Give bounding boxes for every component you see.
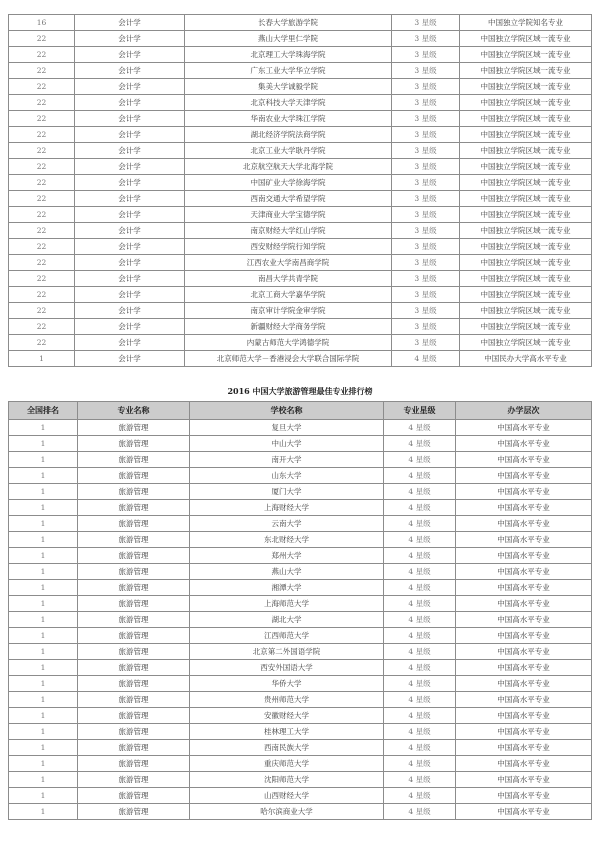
rank-cell: 22 bbox=[9, 159, 75, 175]
school-cell: 南开大学 bbox=[190, 452, 384, 468]
accounting-ranking-table-continued bbox=[8, 14, 592, 367]
star-cell: 4 星级 bbox=[384, 500, 456, 516]
rank-cell: 22 bbox=[9, 31, 75, 47]
star-cell: 4 星级 bbox=[384, 756, 456, 772]
major-cell: 旅游管理 bbox=[78, 676, 190, 692]
school-cell: 湖北大学 bbox=[190, 612, 384, 628]
star-cell: 4 星级 bbox=[384, 532, 456, 548]
school-cell: 西南民族大学 bbox=[190, 740, 384, 756]
major-cell: 旅游管理 bbox=[78, 644, 190, 660]
table-row bbox=[9, 628, 592, 644]
rank-cell: 1 bbox=[9, 436, 78, 452]
level-cell: 中国独立学院区域一流专业 bbox=[460, 63, 592, 79]
table-row bbox=[9, 15, 592, 31]
rank-cell: 16 bbox=[9, 15, 75, 31]
star-cell: 4 星级 bbox=[384, 516, 456, 532]
school-cell: 中山大学 bbox=[190, 436, 384, 452]
school-cell: 北京工商大学嘉华学院 bbox=[185, 287, 392, 303]
table-row bbox=[9, 191, 592, 207]
rank-cell: 1 bbox=[9, 612, 78, 628]
star-cell: 4 星级 bbox=[384, 676, 456, 692]
level-cell: 中国独立学院区域一流专业 bbox=[460, 255, 592, 271]
header-row bbox=[9, 402, 592, 420]
school-cell: 长春大学旅游学院 bbox=[185, 15, 392, 31]
major-cell: 旅游管理 bbox=[78, 772, 190, 788]
table-row bbox=[9, 335, 592, 351]
star-cell: 4 星级 bbox=[384, 708, 456, 724]
level-cell: 中国高水平专业 bbox=[456, 644, 592, 660]
major-cell: 会计学 bbox=[75, 207, 185, 223]
major-cell: 会计学 bbox=[75, 127, 185, 143]
rank-cell: 1 bbox=[9, 724, 78, 740]
major-cell: 会计学 bbox=[75, 351, 185, 367]
rank-cell: 22 bbox=[9, 79, 75, 95]
star-cell: 4 星级 bbox=[384, 788, 456, 804]
rank-cell: 1 bbox=[9, 708, 78, 724]
rank-cell: 1 bbox=[9, 804, 78, 820]
level-cell: 中国独立学院区域一流专业 bbox=[460, 143, 592, 159]
level-cell: 中国独立学院区域一流专业 bbox=[460, 223, 592, 239]
rank-cell: 1 bbox=[9, 692, 78, 708]
level-cell: 中国独立学院区域一流专业 bbox=[460, 303, 592, 319]
level-cell: 中国高水平专业 bbox=[456, 500, 592, 516]
header-star: 专业星级 bbox=[384, 402, 456, 420]
major-cell: 会计学 bbox=[75, 223, 185, 239]
school-cell: 上海师范大学 bbox=[190, 596, 384, 612]
major-cell: 会计学 bbox=[75, 47, 185, 63]
level-cell: 中国高水平专业 bbox=[456, 772, 592, 788]
level-cell: 中国独立学院区域一流专业 bbox=[460, 95, 592, 111]
school-cell: 贵州师范大学 bbox=[190, 692, 384, 708]
major-cell: 旅游管理 bbox=[78, 516, 190, 532]
level-cell: 中国独立学院区域一流专业 bbox=[460, 191, 592, 207]
rank-cell: 1 bbox=[9, 644, 78, 660]
table-row bbox=[9, 644, 592, 660]
school-cell: 南京审计学院金审学院 bbox=[185, 303, 392, 319]
table-row bbox=[9, 772, 592, 788]
rank-cell: 1 bbox=[9, 596, 78, 612]
rank-cell: 1 bbox=[9, 484, 78, 500]
table-row bbox=[9, 708, 592, 724]
school-cell: 燕山大学 bbox=[190, 564, 384, 580]
level-cell: 中国高水平专业 bbox=[456, 756, 592, 772]
rank-cell: 1 bbox=[9, 564, 78, 580]
rank-cell: 22 bbox=[9, 47, 75, 63]
star-cell: 3 星级 bbox=[392, 143, 460, 159]
school-cell: 厦门大学 bbox=[190, 484, 384, 500]
table-row bbox=[9, 500, 592, 516]
school-cell: 南京财经大学红山学院 bbox=[185, 223, 392, 239]
level-cell: 中国高水平专业 bbox=[456, 420, 592, 436]
table-row bbox=[9, 692, 592, 708]
level-cell: 中国高水平专业 bbox=[456, 564, 592, 580]
level-cell: 中国高水平专业 bbox=[456, 532, 592, 548]
school-cell: 沈阳师范大学 bbox=[190, 772, 384, 788]
table-row bbox=[9, 287, 592, 303]
table-row bbox=[9, 516, 592, 532]
star-cell: 4 星级 bbox=[384, 628, 456, 644]
school-cell: 天津商业大学宝德学院 bbox=[185, 207, 392, 223]
rank-cell: 1 bbox=[9, 516, 78, 532]
rank-cell: 1 bbox=[9, 500, 78, 516]
rank-cell: 1 bbox=[9, 628, 78, 644]
level-cell: 中国独立学院区域一流专业 bbox=[460, 287, 592, 303]
table-row bbox=[9, 564, 592, 580]
header-major: 专业名称 bbox=[78, 402, 190, 420]
school-cell: 山东大学 bbox=[190, 468, 384, 484]
school-cell: 华侨大学 bbox=[190, 676, 384, 692]
table-row bbox=[9, 239, 592, 255]
rank-cell: 22 bbox=[9, 95, 75, 111]
major-cell: 旅游管理 bbox=[78, 548, 190, 564]
level-cell: 中国高水平专业 bbox=[456, 452, 592, 468]
major-cell: 会计学 bbox=[75, 239, 185, 255]
table-row bbox=[9, 159, 592, 175]
table-row bbox=[9, 319, 592, 335]
star-cell: 3 星级 bbox=[392, 127, 460, 143]
star-cell: 4 星级 bbox=[384, 660, 456, 676]
level-cell: 中国独立学院区域一流专业 bbox=[460, 239, 592, 255]
major-cell: 会计学 bbox=[75, 63, 185, 79]
major-cell: 旅游管理 bbox=[78, 596, 190, 612]
table-row bbox=[9, 47, 592, 63]
school-cell: 哈尔滨商业大学 bbox=[190, 804, 384, 820]
school-cell: 西南交通大学希望学院 bbox=[185, 191, 392, 207]
star-cell: 4 星级 bbox=[384, 484, 456, 500]
table-row bbox=[9, 111, 592, 127]
school-cell: 湖北经济学院法商学院 bbox=[185, 127, 392, 143]
table-row bbox=[9, 207, 592, 223]
star-cell: 3 星级 bbox=[392, 31, 460, 47]
table-row bbox=[9, 452, 592, 468]
school-cell: 桂林理工大学 bbox=[190, 724, 384, 740]
table-row bbox=[9, 351, 592, 367]
major-cell: 旅游管理 bbox=[78, 420, 190, 436]
school-cell: 华南农业大学珠江学院 bbox=[185, 111, 392, 127]
school-cell: 山西财经大学 bbox=[190, 788, 384, 804]
table-row bbox=[9, 612, 592, 628]
school-cell: 北京科技大学天津学院 bbox=[185, 95, 392, 111]
major-cell: 旅游管理 bbox=[78, 660, 190, 676]
header-school: 学校名称 bbox=[190, 402, 384, 420]
rank-cell: 22 bbox=[9, 255, 75, 271]
level-cell: 中国独立学院知名专业 bbox=[460, 15, 592, 31]
star-cell: 3 星级 bbox=[392, 319, 460, 335]
school-cell: 北京理工大学珠海学院 bbox=[185, 47, 392, 63]
major-cell: 旅游管理 bbox=[78, 708, 190, 724]
school-cell: 北京师范大学－香港浸会大学联合国际学院 bbox=[185, 351, 392, 367]
level-cell: 中国高水平专业 bbox=[456, 548, 592, 564]
table-row bbox=[9, 175, 592, 191]
table-row bbox=[9, 63, 592, 79]
table-row bbox=[9, 79, 592, 95]
major-cell: 会计学 bbox=[75, 95, 185, 111]
table-row bbox=[9, 532, 592, 548]
rank-cell: 22 bbox=[9, 319, 75, 335]
school-cell: 重庆师范大学 bbox=[190, 756, 384, 772]
star-cell: 4 星级 bbox=[384, 436, 456, 452]
rank-cell: 1 bbox=[9, 351, 75, 367]
rank-cell: 22 bbox=[9, 335, 75, 351]
level-cell: 中国高水平专业 bbox=[456, 580, 592, 596]
school-cell: 广东工业大学华立学院 bbox=[185, 63, 392, 79]
major-cell: 旅游管理 bbox=[78, 580, 190, 596]
major-cell: 会计学 bbox=[75, 15, 185, 31]
rank-cell: 22 bbox=[9, 303, 75, 319]
star-cell: 4 星级 bbox=[384, 644, 456, 660]
school-cell: 内蒙古师范大学鸿德学院 bbox=[185, 335, 392, 351]
table-row bbox=[9, 484, 592, 500]
level-cell: 中国独立学院区域一流专业 bbox=[460, 319, 592, 335]
star-cell: 3 星级 bbox=[392, 303, 460, 319]
rank-cell: 22 bbox=[9, 127, 75, 143]
rank-cell: 1 bbox=[9, 548, 78, 564]
table-row bbox=[9, 596, 592, 612]
star-cell: 3 星级 bbox=[392, 111, 460, 127]
level-cell: 中国高水平专业 bbox=[456, 516, 592, 532]
table-row bbox=[9, 676, 592, 692]
table-row bbox=[9, 255, 592, 271]
school-cell: 上海财经大学 bbox=[190, 500, 384, 516]
table-row bbox=[9, 31, 592, 47]
major-cell: 会计学 bbox=[75, 79, 185, 95]
table-row bbox=[9, 788, 592, 804]
table-row bbox=[9, 756, 592, 772]
school-cell: 北京工业大学耿丹学院 bbox=[185, 143, 392, 159]
rank-cell: 1 bbox=[9, 420, 78, 436]
rank-cell: 1 bbox=[9, 468, 78, 484]
school-cell: 南昌大学共青学院 bbox=[185, 271, 392, 287]
level-cell: 中国高水平专业 bbox=[456, 788, 592, 804]
level-cell: 中国独立学院区域一流专业 bbox=[460, 111, 592, 127]
rank-cell: 22 bbox=[9, 143, 75, 159]
star-cell: 4 星级 bbox=[384, 804, 456, 820]
level-cell: 中国高水平专业 bbox=[456, 692, 592, 708]
level-cell: 中国高水平专业 bbox=[456, 724, 592, 740]
table-row bbox=[9, 548, 592, 564]
level-cell: 中国独立学院区域一流专业 bbox=[460, 271, 592, 287]
level-cell: 中国高水平专业 bbox=[456, 708, 592, 724]
level-cell: 中国高水平专业 bbox=[456, 596, 592, 612]
school-cell: 西安外国语大学 bbox=[190, 660, 384, 676]
star-cell: 4 星级 bbox=[384, 468, 456, 484]
major-cell: 会计学 bbox=[75, 143, 185, 159]
rank-cell: 22 bbox=[9, 223, 75, 239]
table1-body bbox=[9, 15, 592, 367]
level-cell: 中国独立学院区域一流专业 bbox=[460, 79, 592, 95]
rank-cell: 1 bbox=[9, 756, 78, 772]
star-cell: 4 星级 bbox=[384, 612, 456, 628]
level-cell: 中国高水平专业 bbox=[456, 740, 592, 756]
school-cell: 安徽财经大学 bbox=[190, 708, 384, 724]
major-cell: 旅游管理 bbox=[78, 612, 190, 628]
level-cell: 中国独立学院区域一流专业 bbox=[460, 175, 592, 191]
table-row bbox=[9, 740, 592, 756]
star-cell: 4 星级 bbox=[392, 351, 460, 367]
table-row bbox=[9, 127, 592, 143]
table-row bbox=[9, 271, 592, 287]
header-level: 办学层次 bbox=[456, 402, 592, 420]
star-cell: 3 星级 bbox=[392, 191, 460, 207]
level-cell: 中国高水平专业 bbox=[456, 468, 592, 484]
star-cell: 3 星级 bbox=[392, 175, 460, 191]
star-cell: 3 星级 bbox=[392, 47, 460, 63]
rank-cell: 22 bbox=[9, 207, 75, 223]
star-cell: 3 星级 bbox=[392, 271, 460, 287]
star-cell: 3 星级 bbox=[392, 63, 460, 79]
major-cell: 旅游管理 bbox=[78, 564, 190, 580]
major-cell: 旅游管理 bbox=[78, 436, 190, 452]
rank-cell: 1 bbox=[9, 740, 78, 756]
level-cell: 中国独立学院区域一流专业 bbox=[460, 127, 592, 143]
major-cell: 会计学 bbox=[75, 31, 185, 47]
school-cell: 西安财经学院行知学院 bbox=[185, 239, 392, 255]
school-cell: 复旦大学 bbox=[190, 420, 384, 436]
table2-body bbox=[9, 420, 592, 820]
table-row bbox=[9, 420, 592, 436]
school-cell: 集美大学诚毅学院 bbox=[185, 79, 392, 95]
star-cell: 3 星级 bbox=[392, 15, 460, 31]
major-cell: 旅游管理 bbox=[78, 532, 190, 548]
rank-cell: 1 bbox=[9, 660, 78, 676]
star-cell: 4 星级 bbox=[384, 772, 456, 788]
major-cell: 旅游管理 bbox=[78, 500, 190, 516]
header-rank: 全国排名 bbox=[9, 402, 78, 420]
level-cell: 中国高水平专业 bbox=[456, 676, 592, 692]
level-cell: 中国高水平专业 bbox=[456, 628, 592, 644]
level-cell: 中国独立学院区域一流专业 bbox=[460, 159, 592, 175]
major-cell: 会计学 bbox=[75, 175, 185, 191]
school-cell: 北京航空航天大学北海学院 bbox=[185, 159, 392, 175]
star-cell: 4 星级 bbox=[384, 596, 456, 612]
rank-cell: 22 bbox=[9, 191, 75, 207]
star-cell: 4 星级 bbox=[384, 420, 456, 436]
star-cell: 3 星级 bbox=[392, 159, 460, 175]
rank-cell: 1 bbox=[9, 788, 78, 804]
school-cell: 江西师范大学 bbox=[190, 628, 384, 644]
major-cell: 旅游管理 bbox=[78, 452, 190, 468]
major-cell: 会计学 bbox=[75, 191, 185, 207]
level-cell: 中国高水平专业 bbox=[456, 804, 592, 820]
table-row bbox=[9, 468, 592, 484]
star-cell: 4 星级 bbox=[384, 452, 456, 468]
table2-title: 2016 中国大学旅游管理最佳专业排行榜 bbox=[227, 386, 373, 396]
level-cell: 中国高水平专业 bbox=[456, 484, 592, 500]
star-cell: 3 星级 bbox=[392, 95, 460, 111]
rank-cell: 22 bbox=[9, 111, 75, 127]
level-cell: 中国高水平专业 bbox=[456, 660, 592, 676]
level-cell: 中国独立学院区域一流专业 bbox=[460, 335, 592, 351]
star-cell: 3 星级 bbox=[392, 239, 460, 255]
rank-cell: 22 bbox=[9, 271, 75, 287]
star-cell: 3 星级 bbox=[392, 223, 460, 239]
tourism-management-ranking-table bbox=[8, 401, 592, 820]
star-cell: 3 星级 bbox=[392, 335, 460, 351]
major-cell: 会计学 bbox=[75, 303, 185, 319]
table-row bbox=[9, 580, 592, 596]
table-row bbox=[9, 143, 592, 159]
table-row bbox=[9, 95, 592, 111]
major-cell: 旅游管理 bbox=[78, 692, 190, 708]
major-cell: 旅游管理 bbox=[78, 740, 190, 756]
star-cell: 4 星级 bbox=[384, 692, 456, 708]
table-row bbox=[9, 660, 592, 676]
major-cell: 会计学 bbox=[75, 271, 185, 287]
major-cell: 旅游管理 bbox=[78, 484, 190, 500]
star-cell: 3 星级 bbox=[392, 79, 460, 95]
rank-cell: 1 bbox=[9, 676, 78, 692]
level-cell: 中国高水平专业 bbox=[456, 436, 592, 452]
school-cell: 云南大学 bbox=[190, 516, 384, 532]
star-cell: 4 星级 bbox=[384, 724, 456, 740]
table-row bbox=[9, 436, 592, 452]
major-cell: 会计学 bbox=[75, 287, 185, 303]
major-cell: 旅游管理 bbox=[78, 468, 190, 484]
rank-cell: 22 bbox=[9, 175, 75, 191]
major-cell: 旅游管理 bbox=[78, 756, 190, 772]
level-cell: 中国高水平专业 bbox=[456, 612, 592, 628]
table-row bbox=[9, 223, 592, 239]
star-cell: 4 星级 bbox=[384, 580, 456, 596]
major-cell: 旅游管理 bbox=[78, 724, 190, 740]
school-cell: 燕山大学里仁学院 bbox=[185, 31, 392, 47]
table2-header bbox=[9, 402, 592, 420]
rank-cell: 1 bbox=[9, 772, 78, 788]
school-cell: 东北财经大学 bbox=[190, 532, 384, 548]
school-cell: 江西农业大学南昌商学院 bbox=[185, 255, 392, 271]
school-cell: 北京第二外国语学院 bbox=[190, 644, 384, 660]
table-row bbox=[9, 804, 592, 820]
school-cell: 郑州大学 bbox=[190, 548, 384, 564]
rank-cell: 1 bbox=[9, 580, 78, 596]
level-cell: 中国民办大学高水平专业 bbox=[460, 351, 592, 367]
star-cell: 3 星级 bbox=[392, 287, 460, 303]
level-cell: 中国独立学院区域一流专业 bbox=[460, 47, 592, 63]
school-cell: 湘潭大学 bbox=[190, 580, 384, 596]
major-cell: 会计学 bbox=[75, 159, 185, 175]
rank-cell: 1 bbox=[9, 532, 78, 548]
star-cell: 3 星级 bbox=[392, 207, 460, 223]
major-cell: 会计学 bbox=[75, 335, 185, 351]
star-cell: 4 星级 bbox=[384, 564, 456, 580]
major-cell: 会计学 bbox=[75, 255, 185, 271]
level-cell: 中国独立学院区域一流专业 bbox=[460, 31, 592, 47]
star-cell: 4 星级 bbox=[384, 740, 456, 756]
star-cell: 4 星级 bbox=[384, 548, 456, 564]
table-row bbox=[9, 303, 592, 319]
major-cell: 旅游管理 bbox=[78, 804, 190, 820]
school-cell: 中国矿业大学徐海学院 bbox=[185, 175, 392, 191]
major-cell: 旅游管理 bbox=[78, 628, 190, 644]
rank-cell: 22 bbox=[9, 239, 75, 255]
rank-cell: 22 bbox=[9, 63, 75, 79]
major-cell: 会计学 bbox=[75, 111, 185, 127]
major-cell: 旅游管理 bbox=[78, 788, 190, 804]
major-cell: 会计学 bbox=[75, 319, 185, 335]
school-cell: 新疆财经大学商务学院 bbox=[185, 319, 392, 335]
table-row bbox=[9, 724, 592, 740]
rank-cell: 1 bbox=[9, 452, 78, 468]
level-cell: 中国独立学院区域一流专业 bbox=[460, 207, 592, 223]
rank-cell: 22 bbox=[9, 287, 75, 303]
star-cell: 3 星级 bbox=[392, 255, 460, 271]
